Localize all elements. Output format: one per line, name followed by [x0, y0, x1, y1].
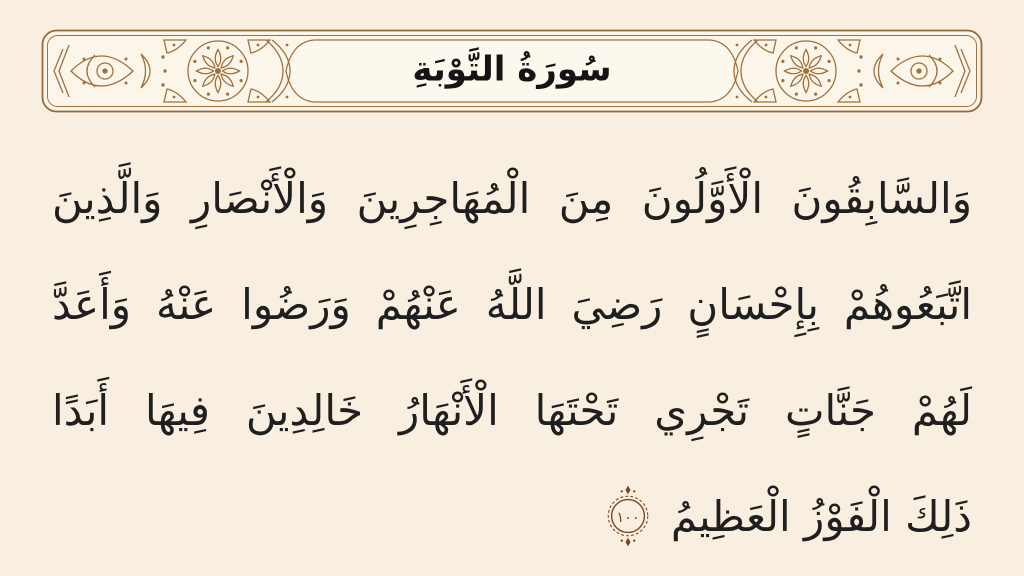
surah-title: سُورَةُ التَّوْبَةِ — [412, 49, 612, 90]
verse-end-marker-icon — [601, 484, 655, 548]
surah-header-frame — [40, 28, 984, 114]
verse-line-3: لَهُمْ جَنَّاتٍ تَجْرِي تَحْتَهَا الْأَنْهَارُ خَالِدِينَ فِيهَا أَبَدًا — [52, 386, 972, 435]
verse-line-2: اتَّبَعُوهُمْ بِإِحْسَانٍ رَضِيَ اللَّهُ عَنْهُمْ وَرَضُوا عَنْهُ وَأَعَدَّ — [52, 280, 972, 329]
verse-line-4 — [52, 464, 972, 570]
verse-line-4-text: ذَلِكَ الْفَوْزُ الْعَظِيمُ — [670, 492, 972, 541]
verse-text — [52, 146, 972, 570]
verse-line-1: وَالسَّابِقُونَ الْأَوَّلُونَ مِنَ الْمُهَاجِرِينَ وَالْأَنْصَارِ وَالَّذِينَ — [52, 174, 972, 223]
verse-number: ١٠٠ — [616, 509, 640, 526]
